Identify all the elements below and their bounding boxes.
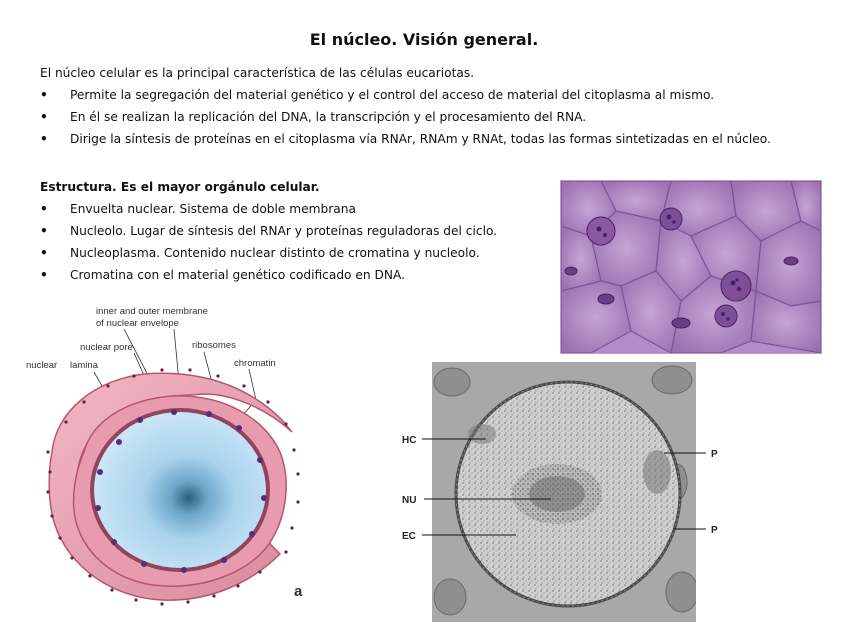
histology-image — [560, 180, 822, 354]
intro-text: El núcleo celular es la principal característica de las células eucariotas. — [40, 66, 475, 80]
label-membrane-line1: inner and outer membrane — [96, 306, 208, 317]
panel-letter: a — [294, 583, 303, 600]
label-p-top: P — [711, 449, 718, 460]
list-item: • Nucleoplasma. Contenido nuclear distinto de cromatina y nucleolo. — [40, 242, 550, 264]
label-nuclear: nuclear — [26, 360, 58, 371]
label-hc: HC — [402, 435, 417, 446]
label-nuclear-pore: nuclear pore — [80, 342, 133, 353]
list-item: • Envuelta nuclear. Sistema de doble membrana — [40, 198, 550, 220]
list-item: • Nucleolo. Lugar de síntesis del RNAr y proteínas reguladoras del ciclo. — [40, 220, 550, 242]
micrograph-labels — [396, 425, 726, 545]
structure-heading: Estructura. Es el mayor orgánulo celular. — [40, 180, 320, 194]
list-item: • En él se realizan la replicación del DNA, la transcripción y el procesamiento del RNA. — [40, 106, 810, 128]
label-chromatin: chromatin — [234, 358, 276, 369]
list-item: • Permite la segregación del material genético y el control del acceso de material del citoplasma al mismo. — [40, 84, 810, 106]
list-item: • Dirige la síntesis de proteínas en el citoplasma vía RNAr, RNAm y RNAt, todas las formas sintetizadas en el núcleo. — [40, 128, 810, 150]
bullet-list-functions — [40, 84, 810, 150]
label-p-bottom: P — [711, 525, 718, 536]
nucleus-diagram — [24, 302, 324, 620]
list-item: • Cromatina con el material genético codificado en DNA. — [40, 264, 550, 286]
bullet-list-structure — [40, 198, 550, 286]
label-ribosomes: ribosomes — [192, 340, 236, 351]
label-membrane-line2: of nuclear envelope — [96, 318, 179, 329]
slide-title: El núcleo. Visión general. — [309, 30, 539, 49]
label-nu: NU — [402, 495, 417, 506]
label-ec: EC — [402, 531, 416, 542]
label-lamina: lamina — [70, 360, 98, 371]
